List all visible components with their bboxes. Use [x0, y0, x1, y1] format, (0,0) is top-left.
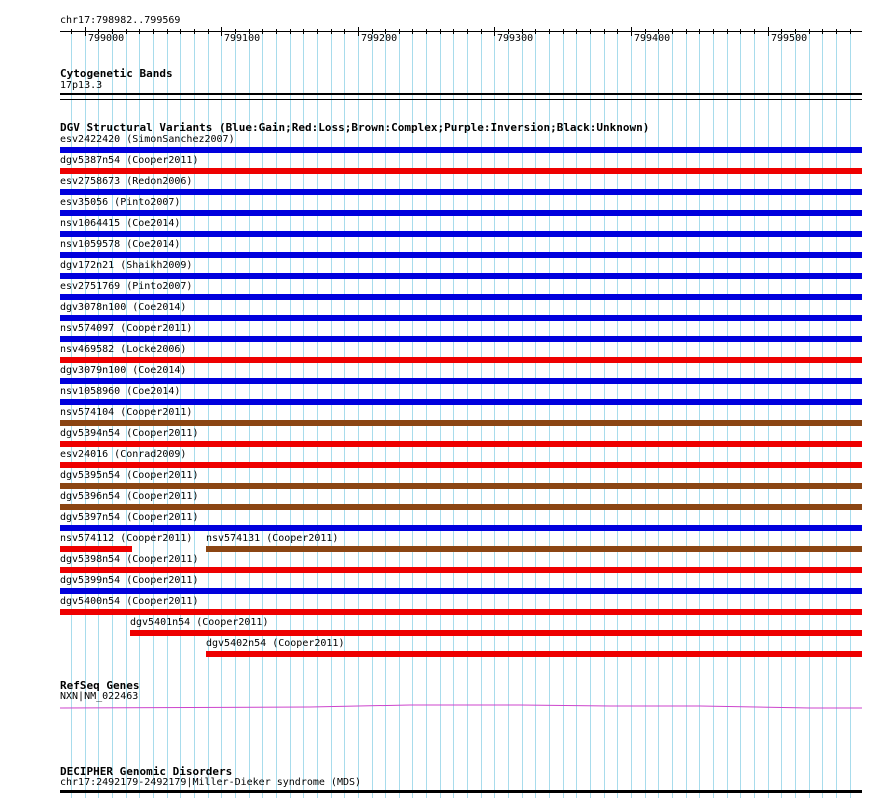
- dgv-variant-label[interactable]: dgv5397n54 (Cooper2011): [60, 512, 199, 523]
- dgv-variant-label[interactable]: dgv5401n54 (Cooper2011): [130, 617, 269, 628]
- ruler-minor-tick: [617, 29, 618, 34]
- decipher-bar[interactable]: [60, 790, 862, 793]
- ruler-minor-tick: [481, 29, 482, 34]
- ruler-minor-tick: [576, 29, 577, 34]
- ruler-minor-tick: [153, 29, 154, 34]
- ruler-minor-tick: [276, 29, 277, 34]
- dgv-variant-label[interactable]: esv2758673 (Redon2006): [60, 176, 193, 187]
- ruler-minor-tick: [126, 29, 127, 34]
- ruler-minor-tick: [290, 29, 291, 34]
- dgv-variant-label[interactable]: dgv5387n54 (Cooper2011): [60, 155, 199, 166]
- dgv-variant-label[interactable]: dgv5396n54 (Cooper2011): [60, 491, 199, 502]
- ruler-minor-tick: [535, 29, 536, 34]
- ruler-minor-tick: [727, 29, 728, 34]
- ruler-minor-tick: [754, 29, 755, 34]
- dgv-variant-bar[interactable]: [60, 252, 862, 258]
- dgv-variant-label[interactable]: nsv1058960 (Coe2014): [60, 386, 181, 397]
- ruler-minor-tick: [686, 29, 687, 34]
- ruler-minor-tick: [809, 29, 810, 34]
- ruler-minor-tick: [194, 29, 195, 34]
- dgv-variant-label[interactable]: dgv3078n100 (Coe2014): [60, 302, 187, 313]
- ruler-minor-tick: [590, 29, 591, 34]
- refseq-gene-label[interactable]: NXN|NM_022463: [60, 691, 139, 702]
- ruler-minor-tick: [453, 29, 454, 34]
- ruler-major-tick: [631, 27, 632, 36]
- ruler-tick-label: 799000: [88, 33, 125, 44]
- ruler-tick-label: 799400: [634, 33, 671, 44]
- ruler-minor-tick: [262, 29, 263, 34]
- decipher-entry-label[interactable]: chr17:2492179-2492179|Miller-Dieker syndrome (MDS): [60, 777, 362, 788]
- cytoband-title: Cytogenetic Bands: [60, 67, 173, 80]
- ruler-minor-tick: [180, 29, 181, 34]
- dgv-variant-label[interactable]: esv24016 (Conrad2009): [60, 449, 187, 460]
- dgv-variant-bar[interactable]: [60, 483, 862, 489]
- ruler-minor-tick: [303, 29, 304, 34]
- ruler-minor-tick: [850, 29, 851, 34]
- ruler-minor-tick: [399, 29, 400, 34]
- dgv-variant-label[interactable]: nsv1064415 (Coe2014): [60, 218, 181, 229]
- ruler-tick-label: 799500: [771, 33, 808, 44]
- dgv-variant-label[interactable]: nsv469582 (Locke2006): [60, 344, 187, 355]
- dgv-variant-bar[interactable]: [60, 462, 862, 468]
- dgv-variant-bar[interactable]: [60, 210, 862, 216]
- ruler-minor-tick: [672, 29, 673, 34]
- ruler-minor-tick: [426, 29, 427, 34]
- dgv-variant-label[interactable]: dgv5398n54 (Cooper2011): [60, 554, 199, 565]
- dgv-variant-label[interactable]: esv35056 (Pinto2007): [60, 197, 181, 208]
- ruler-major-tick: [494, 27, 495, 36]
- ruler-major-tick: [358, 27, 359, 36]
- ruler-minor-tick: [71, 29, 72, 34]
- ruler-tick-label: 799200: [361, 33, 398, 44]
- decipher-title: DECIPHER Genomic Disorders: [60, 765, 233, 778]
- dgv-variant-label[interactable]: esv2751769 (Pinto2007): [60, 281, 193, 292]
- dgv-variant-bar[interactable]: [60, 294, 862, 300]
- dgv-variant-bar[interactable]: [60, 231, 862, 237]
- dgv-variant-bar[interactable]: [60, 546, 132, 552]
- dgv-variant-label[interactable]: dgv5400n54 (Cooper2011): [60, 596, 199, 607]
- dgv-variant-label[interactable]: dgv5402n54 (Cooper2011): [206, 638, 345, 649]
- ruler-major-tick: [768, 27, 769, 36]
- ruler-minor-tick: [344, 29, 345, 34]
- ruler-minor-tick: [822, 29, 823, 34]
- ruler-minor-tick: [317, 29, 318, 34]
- dgv-title: DGV Structural Variants (Blue:Gain;Red:Loss;Brown:Complex;Purple:Inversion;Black:Unknown): [60, 121, 650, 134]
- dgv-variant-label[interactable]: nsv1059578 (Coe2014): [60, 239, 181, 250]
- dgv-variant-bar[interactable]: [60, 168, 862, 174]
- dgv-variant-bar[interactable]: [60, 336, 862, 342]
- ruler-minor-tick: [836, 29, 837, 34]
- dgv-variant-bar[interactable]: [60, 567, 862, 573]
- dgv-variant-label[interactable]: dgv5395n54 (Cooper2011): [60, 470, 199, 481]
- dgv-variant-label[interactable]: nsv574104 (Cooper2011): [60, 407, 193, 418]
- ruler-tick-label: 799100: [224, 33, 261, 44]
- ruler-minor-tick: [331, 29, 332, 34]
- dgv-variant-bar[interactable]: [60, 504, 862, 510]
- dgv-variant-bar[interactable]: [60, 315, 862, 321]
- dgv-variant-label[interactable]: dgv5399n54 (Cooper2011): [60, 575, 199, 586]
- dgv-variant-bar[interactable]: [60, 420, 862, 426]
- dgv-variant-label[interactable]: nsv574097 (Cooper2011): [60, 323, 193, 334]
- dgv-variant-label[interactable]: esv2422420 (SimonSanchez2007): [60, 134, 235, 145]
- ruler-minor-tick: [740, 29, 741, 34]
- refseq-gene-path: [60, 705, 862, 708]
- dgv-variant-bar[interactable]: [60, 441, 862, 447]
- dgv-variant-bar[interactable]: [60, 378, 862, 384]
- dgv-variant-bar[interactable]: [206, 651, 862, 657]
- ruler-minor-tick: [139, 29, 140, 34]
- ruler-minor-tick: [440, 29, 441, 34]
- dgv-variant-bar[interactable]: [60, 525, 862, 531]
- cytoband-underline: [60, 99, 862, 100]
- dgv-variant-label[interactable]: dgv3079n100 (Coe2014): [60, 365, 187, 376]
- ruler-minor-tick: [699, 29, 700, 34]
- ruler-tick-label: 799300: [497, 33, 534, 44]
- dgv-variant-bar[interactable]: [60, 273, 862, 279]
- ruler-major-tick: [221, 27, 222, 36]
- dgv-variant-bar[interactable]: [60, 609, 862, 615]
- dgv-variant-bar[interactable]: [60, 399, 862, 405]
- dgv-variant-label[interactable]: dgv172n21 (Shaikh2009): [60, 260, 193, 271]
- refseq-gene-line[interactable]: [0, 700, 890, 714]
- ruler-minor-tick: [604, 29, 605, 34]
- ruler-major-tick: [85, 27, 86, 36]
- dgv-variant-bar[interactable]: [60, 588, 862, 594]
- refseq-title: RefSeq Genes: [60, 679, 140, 692]
- ruler-minor-tick: [713, 29, 714, 34]
- dgv-variant-label[interactable]: dgv5394n54 (Cooper2011): [60, 428, 199, 439]
- cytoband-label[interactable]: 17p13.3: [60, 80, 103, 91]
- dgv-variant-bar[interactable]: [60, 357, 862, 363]
- ruler-minor-tick: [208, 29, 209, 34]
- cytoband-bar[interactable]: [60, 93, 862, 95]
- dgv-variant-bar[interactable]: [60, 189, 862, 195]
- ruler-region-label: chr17:798982..799569: [60, 15, 181, 26]
- dgv-variant-label[interactable]: nsv574131 (Cooper2011): [206, 533, 339, 544]
- ruler-minor-tick: [167, 29, 168, 34]
- dgv-variant-label[interactable]: nsv574112 (Cooper2011): [60, 533, 193, 544]
- dgv-variant-bar[interactable]: [130, 630, 862, 636]
- ruler-minor-tick: [549, 29, 550, 34]
- ruler-minor-tick: [412, 29, 413, 34]
- dgv-variant-bar[interactable]: [60, 147, 862, 153]
- ruler-minor-tick: [467, 29, 468, 34]
- ruler-minor-tick: [563, 29, 564, 34]
- dgv-variant-bar[interactable]: [206, 546, 862, 552]
